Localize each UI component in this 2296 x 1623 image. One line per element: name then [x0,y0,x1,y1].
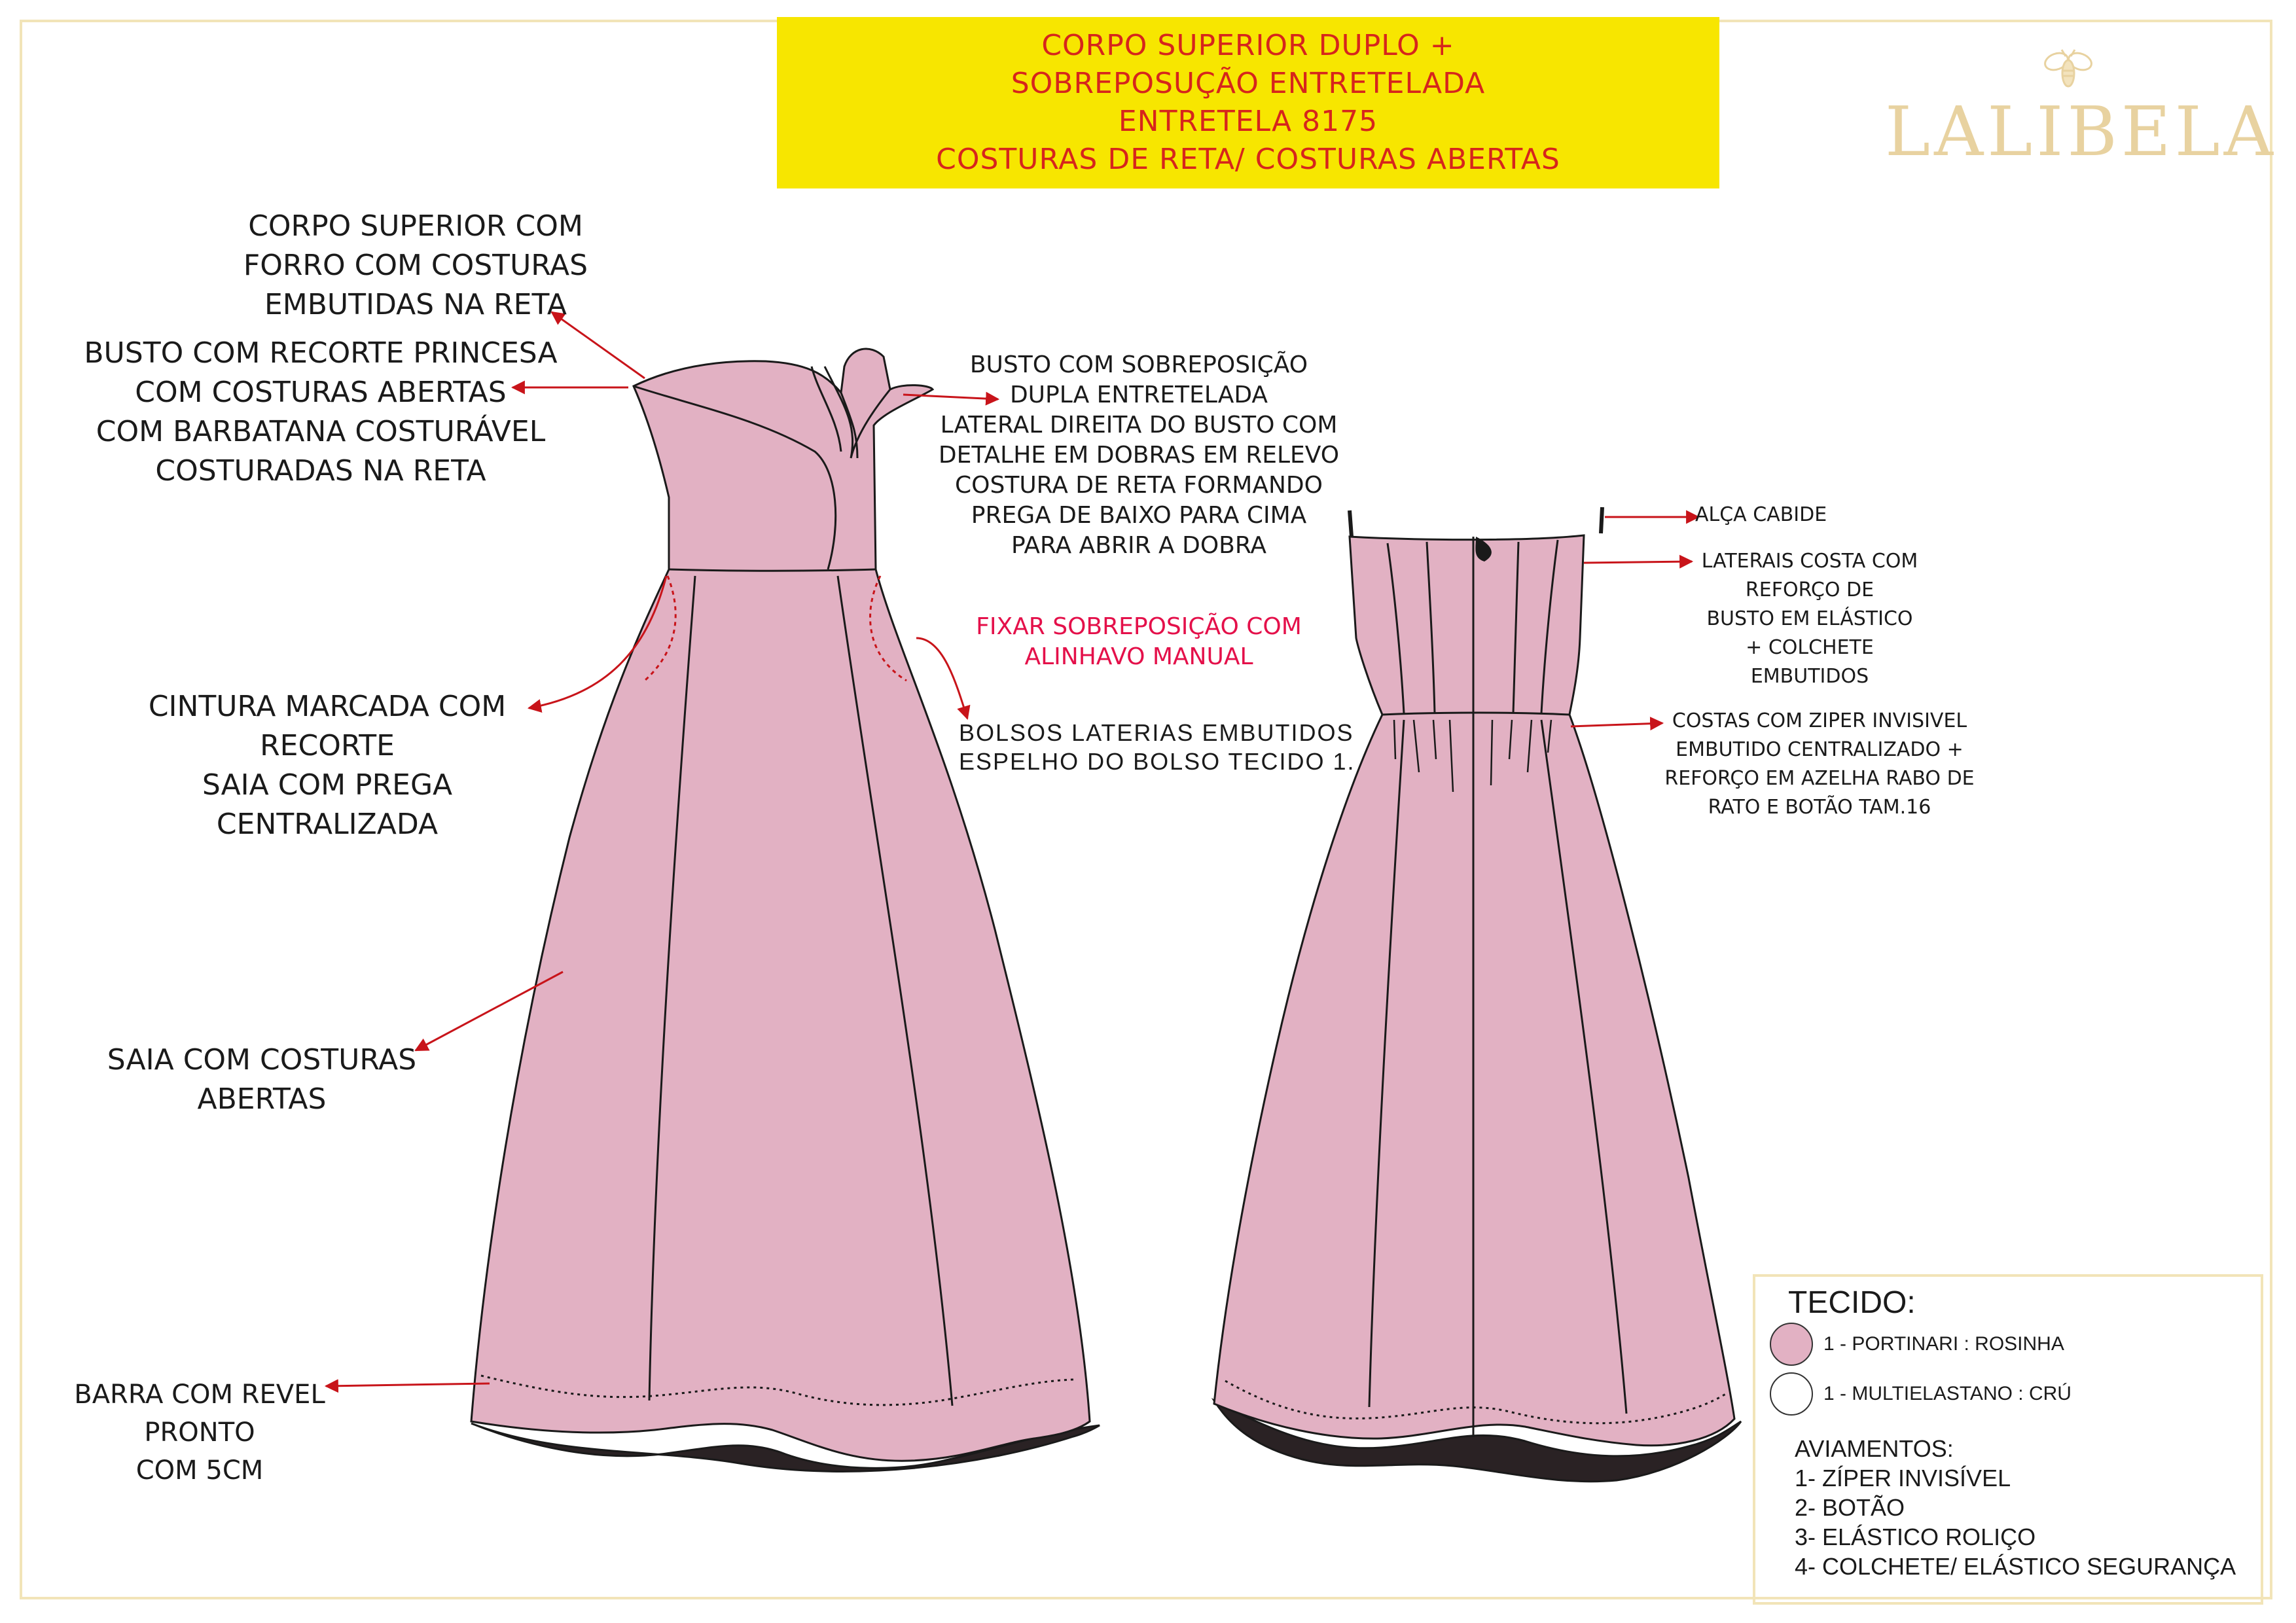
header-line: COSTURAS DE RETA/ COSTURAS ABERTAS [936,143,1560,176]
fabric-legend [1753,1274,2263,1605]
fabric-row [1770,1323,2064,1366]
trims-list [1795,1434,2236,1581]
arrow-hem [326,1383,490,1386]
fabric-swatch-pink [1770,1323,1813,1366]
brand-name: LALIBELA [1885,92,2277,171]
note-skirt: SAIA COM COSTURAS ABERTAS [107,1043,417,1116]
trim-item: 2- BOTÃO [1795,1494,1905,1521]
note-hem: BARRA COM REVEL PRONTO COM 5CM [74,1380,325,1486]
legend-title: TECIDO: [1788,1285,1916,1320]
note-back-sides: LATERAIS COSTA COM REFORÇO DE BUSTO EM ELÁSTICO + COLCHETE EMBUTIDOS [1701,550,1918,688]
fabric-row [1770,1372,2072,1416]
note-fix-overlay: FIXAR SOBREPOSIÇÃO COM ALINHAVO MANUAL [976,613,1302,670]
trim-item: 3- ELÁSTICO ROLIÇO [1795,1524,2036,1550]
fabric-swatch-cream [1770,1372,1813,1416]
hanger-strap [1350,510,1352,537]
trim-item: 4- COLCHETE/ ELÁSTICO SEGURANÇA [1795,1553,2236,1580]
header-line: SOBREPOSUÇÃO ENTRETELADA [1011,67,1486,100]
trim-item: 1- ZÍPER INVISÍVEL [1795,1465,2011,1491]
note-overlay: BUSTO COM SOBREPOSIÇÃO DUPLA ENTRETELADA LATERAL DIREITA DO BUSTO COM DETALHE EM DOBRAS EM RELEVO COSTURA DE RETA FORMANDO PREGA DE BAIXO PARA CIMA PARA ABRIR A DOBRA [938,351,1340,559]
note-bust: BUSTO COM RECORTE PRINCESA COM COSTURAS ABERTAS COM BARBATANA COSTURÁVEL COSTURADAS NA RETA [84,336,558,488]
header-line: ENTRETELA 8175 [1118,105,1378,138]
header-line: CORPO SUPERIOR DUPLO + [1041,29,1455,62]
arrow-back [1571,723,1662,726]
note-hanger-strap: ALÇA CABIDE [1695,503,1827,526]
fabric-label: 1 - MULTIELASTANO : CRÚ [1823,1383,2072,1404]
note-back-zipper: COSTAS COM ZIPER INVISIVEL EMBUTIDO CENTRALIZADO + REFORÇO EM AZELHA RABO DE RATO E BOTÃO TAM.16 [1664,709,1975,819]
note-pockets: BOLSOS LATERIAS EMBUTIDOS ESPELHO DO BOLSO TECIDO 1. [959,719,1355,775]
note-upper-body: CORPO SUPERIOR COM FORRO COM COSTURAS EMBUTIDAS NA RETA [243,209,588,321]
fabric-label: 1 - PORTINARI : ROSINHA [1823,1333,2064,1355]
trims-title: AVIAMENTOS: [1795,1435,1954,1462]
arrow-sides [1584,562,1692,563]
note-waist: CINTURA MARCADA COM RECORTE SAIA COM PREGA CENTRALIZADA [148,690,507,841]
hanger-strap [1601,507,1602,533]
